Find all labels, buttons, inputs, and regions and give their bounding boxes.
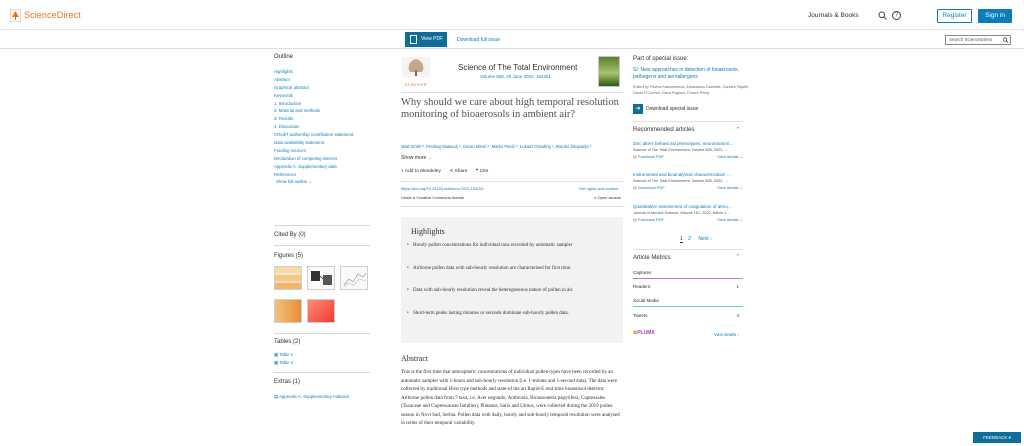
highlights-title: Highlights bbox=[411, 227, 445, 236]
search-icon[interactable] bbox=[878, 11, 887, 20]
chevron-down-icon: ⌄ bbox=[427, 155, 432, 161]
top-header bbox=[0, 0, 1024, 30]
pdf-icon: ▤ bbox=[633, 185, 637, 190]
chevron-up-icon[interactable]: ⌃ bbox=[735, 127, 741, 134]
outline-item[interactable]: 4. Discussion bbox=[274, 124, 300, 130]
help-icon[interactable]: ? bbox=[892, 11, 901, 20]
search-icon[interactable] bbox=[1002, 37, 1009, 43]
special-issue-label: Part of special issue: bbox=[633, 56, 689, 62]
outline-item[interactable]: Data availability statement bbox=[274, 140, 325, 146]
chevron-right-icon: › bbox=[737, 332, 739, 337]
download-icon: ➜ bbox=[633, 104, 643, 114]
outline-item[interactable]: CRediT authorship contribution statement bbox=[274, 132, 354, 138]
article-toolbar bbox=[0, 30, 1024, 49]
extras-title: Extras (1) bbox=[274, 379, 301, 385]
purchase-pdf-link[interactable]: ▤ Purchase PDF bbox=[633, 217, 664, 222]
chevron-up-icon[interactable]: ⌃ bbox=[735, 254, 741, 261]
outline-item[interactable]: References bbox=[274, 171, 296, 177]
highlight-item: • Short-term peaks lasting minutes or seconds dominate sub-hourly pollen data. bbox=[413, 309, 613, 318]
outline-item[interactable]: 2. Material and methods bbox=[274, 108, 321, 114]
open-access-badge: ● Open access bbox=[594, 195, 621, 200]
rights-link[interactable]: Get rights and content bbox=[579, 186, 619, 191]
chevron-down-icon: ⌄ bbox=[739, 185, 743, 190]
plumx-icon: ✿ bbox=[633, 330, 638, 336]
journals-books-link[interactable]: Journals & Books bbox=[808, 12, 859, 19]
figure-thumbnail[interactable] bbox=[274, 299, 302, 323]
divider bbox=[401, 181, 623, 182]
figure-thumbnail[interactable] bbox=[307, 299, 335, 323]
outline-item[interactable]: Highlights bbox=[274, 69, 293, 74]
purchase-pdf-link[interactable]: ▤ Purchase PDF bbox=[633, 154, 664, 159]
outline-item[interactable]: Keywords bbox=[274, 92, 293, 98]
license-link[interactable]: Under a Creative Commons license bbox=[401, 195, 465, 200]
share-icon: ⋖ bbox=[449, 169, 454, 174]
add-to-mendeley-button[interactable]: + Add to Mendeley bbox=[401, 169, 441, 174]
table-link[interactable]: ▦ Table 1 bbox=[274, 352, 294, 357]
quote-icon: ❝ bbox=[475, 169, 479, 174]
special-issue-editors: Edited by Pavlos Kassomenos, Athanasios Damialis, Carsten Skjøth, David O'Connor, Clara Pagnon, Franck Pinay bbox=[633, 85, 749, 95]
social-media-label: Social Media bbox=[633, 298, 659, 303]
show-more-button[interactable]: Show more ⌄ bbox=[401, 155, 432, 161]
highlight-item: • Hourly pollen concentrations for individual taxa recorded by automatic sampler bbox=[413, 241, 613, 250]
recommended-title: Recommended articles bbox=[633, 127, 695, 133]
journal-name[interactable]: Science of The Total Environment bbox=[458, 63, 578, 72]
feedback-icon: ▾ bbox=[1008, 435, 1011, 440]
outline-title: Outline bbox=[274, 54, 294, 60]
divider bbox=[274, 245, 370, 246]
next-page-link[interactable]: Next › bbox=[698, 236, 712, 242]
figure-thumbnail[interactable] bbox=[340, 266, 368, 290]
article-metrics-title: Article Metrics bbox=[633, 255, 671, 261]
doi-link[interactable]: https://doi.org/10.1016/j.scitotenv.2022.154251 bbox=[401, 186, 484, 191]
download-full-issue-link[interactable]: Download full issue bbox=[457, 37, 501, 43]
register-button[interactable]: Register bbox=[937, 9, 972, 23]
open-access-icon: ● bbox=[594, 195, 597, 200]
page-link[interactable]: 2 bbox=[688, 236, 691, 242]
highlight-item: • Data with sub-hourly resolution reveal the heterogeneous nature of pollen in air. bbox=[413, 286, 613, 295]
metrics-view-details-link[interactable]: View details › bbox=[714, 332, 739, 337]
chevron-down-icon: ⌄ bbox=[739, 217, 743, 222]
tables-title: Tables (2) bbox=[274, 339, 301, 345]
divider bbox=[274, 225, 370, 226]
captures-label: Captures bbox=[633, 270, 652, 275]
cite-button[interactable]: ❝ Cite bbox=[475, 169, 489, 174]
elsevier-tree-icon[interactable] bbox=[10, 9, 21, 22]
recommended-article bbox=[633, 204, 743, 223]
download-special-issue-button[interactable]: ➜ Download special issue bbox=[633, 104, 753, 114]
outline-item[interactable]: Appendix A. Supplementary data bbox=[274, 163, 337, 169]
share-button[interactable]: ⋖ Share bbox=[449, 169, 468, 174]
chevron-down-icon: ⌄ bbox=[739, 154, 743, 159]
recommended-pagination bbox=[680, 236, 712, 242]
recommended-article-source: Science of The Total Environment, Volume 826, 2022, … bbox=[633, 179, 729, 183]
elsevier-label: ELSEVIER bbox=[405, 82, 427, 87]
divider bbox=[633, 121, 743, 122]
divider bbox=[274, 333, 370, 334]
view-details-link[interactable]: View details ⌄ bbox=[717, 185, 743, 190]
recommended-article-source: Science of The Total Environment, Volume 826, 2022, … bbox=[633, 148, 729, 152]
outline-item[interactable]: Declaration of competing interest bbox=[274, 155, 337, 161]
figure-thumbnail[interactable] bbox=[307, 266, 335, 290]
elsevier-logo[interactable] bbox=[401, 55, 431, 85]
journal-volume[interactable]: Volume 826, 20 June 2022, 154251 bbox=[480, 74, 552, 79]
extra-link[interactable]: ▤ Appendix A. Supplementary material bbox=[274, 394, 349, 399]
view-pdf-label: View PDF bbox=[421, 36, 444, 42]
social-media-bar bbox=[633, 306, 743, 307]
pdf-icon bbox=[410, 35, 417, 44]
divider bbox=[274, 372, 370, 373]
table-link[interactable]: ▦ Table 2 bbox=[274, 360, 294, 365]
recommended-article bbox=[633, 141, 743, 160]
outline-item[interactable]: Funding sources bbox=[274, 147, 306, 153]
outline-list bbox=[274, 68, 370, 186]
table-icon: ▦ bbox=[274, 352, 280, 357]
recommended-article-source: Journal of Aerosol Science, Volume 161, 2022, Article 1… bbox=[633, 211, 731, 215]
highlights-box bbox=[401, 217, 623, 343]
divider bbox=[633, 249, 743, 250]
recommended-article-title[interactable]: Zinc alters behavioral phenotypes, neurotransmi… bbox=[633, 141, 734, 146]
special-issue-link[interactable]: SI: New approaches in detection of bioaerosols, pathogens and aeroallergens bbox=[633, 67, 739, 80]
document-icon: ▤ bbox=[274, 394, 280, 399]
sciencedirect-logo[interactable]: ScienceDirect bbox=[24, 10, 81, 20]
chevron-right-icon: › bbox=[710, 236, 712, 242]
recommended-article-title[interactable]: Quantitative assessment of coagulation of atmo… bbox=[633, 204, 733, 209]
page-link[interactable]: 1 bbox=[680, 236, 683, 242]
figure-thumbnail[interactable] bbox=[274, 266, 302, 290]
sign-in-button[interactable]: Sign in bbox=[978, 9, 1012, 23]
feedback-button[interactable]: FEEDBACK ▾ bbox=[973, 432, 1021, 443]
abstract-text: This is the first time that atmospheric concentrations of individual pollen types have been recorded by an automatic sampler with 1-hours and sub-hourly resolution (i.e. 1-minute and 1-second data). The data were collected by traditional Hirst type methods and state-of the art Rapid-E real-time bioaerosol detector. Airborne pollen data from 7 taxa, i.e. Acer negundo, Ambrosia, Broussonetia papyrifera, Cupressales (Taxaceae and Cupressaceae families), Platanus, Salix and Ulmus, were collected during the 2019 pollen season in Novi Sad, Serbia. Pollen data with daily, hourly and sub-hourly temporal resolution were analysed in terms of their temporal variability. bbox=[401, 369, 620, 426]
view-details-link[interactable]: View details ⌄ bbox=[717, 217, 743, 222]
tweets-row: Tweets: 4 bbox=[633, 313, 739, 318]
author-list[interactable]: Matt Smith ª, Predrag Matavulj ᵇ, Goran Mimić ᵇ, Marko Panić ᵇ, Łukasz Grewling ᶜ, Branko Šikoparija ᵇ bbox=[401, 144, 592, 149]
highlight-item: • Airborne pollen data with sub-hourly resolution are characterised for first time. bbox=[413, 264, 613, 273]
captures-bar bbox=[633, 278, 743, 279]
journal-cover-image[interactable] bbox=[598, 56, 620, 87]
recommended-article-title[interactable]: Instrumental and bioanalytical characterization … bbox=[633, 172, 732, 177]
readers-row: Readers: 1 bbox=[633, 284, 739, 289]
outline-item[interactable]: 3. Results bbox=[274, 116, 294, 122]
download-pdf-link[interactable]: ▤ Download PDF bbox=[633, 185, 665, 190]
outline-item[interactable]: Graphical abstract bbox=[274, 84, 309, 90]
plumx-logo[interactable]: ✿PLUMX bbox=[633, 330, 655, 336]
outline-item[interactable]: Abstract bbox=[274, 76, 290, 82]
outline-item[interactable]: 1. Introduction bbox=[274, 100, 302, 106]
divider bbox=[401, 206, 623, 207]
chevron-down-icon: ⌄ bbox=[308, 179, 313, 185]
cited-by-title[interactable]: Cited By (0) bbox=[274, 232, 306, 238]
search-sciencedirect-input[interactable]: Search ScienceDirect bbox=[945, 35, 1011, 45]
outline-panel bbox=[274, 54, 370, 186]
recommended-article bbox=[633, 172, 743, 191]
article-actions bbox=[401, 169, 488, 174]
view-pdf-button[interactable] bbox=[405, 32, 447, 47]
table-icon: ▦ bbox=[274, 360, 280, 365]
show-full-outline-link[interactable]: Show full outline ⌄ bbox=[276, 179, 313, 185]
pdf-icon: ▤ bbox=[633, 217, 637, 222]
figures-title: Figures (5) bbox=[274, 253, 304, 259]
article-title: Why should we care about high temporal resolution monitoring of bioaerosols in ambient air? bbox=[401, 97, 619, 120]
pdf-icon: ▤ bbox=[633, 154, 637, 159]
abstract-title: Abstract bbox=[401, 354, 429, 363]
view-details-link[interactable]: View details ⌄ bbox=[717, 154, 743, 159]
divider bbox=[401, 92, 623, 93]
